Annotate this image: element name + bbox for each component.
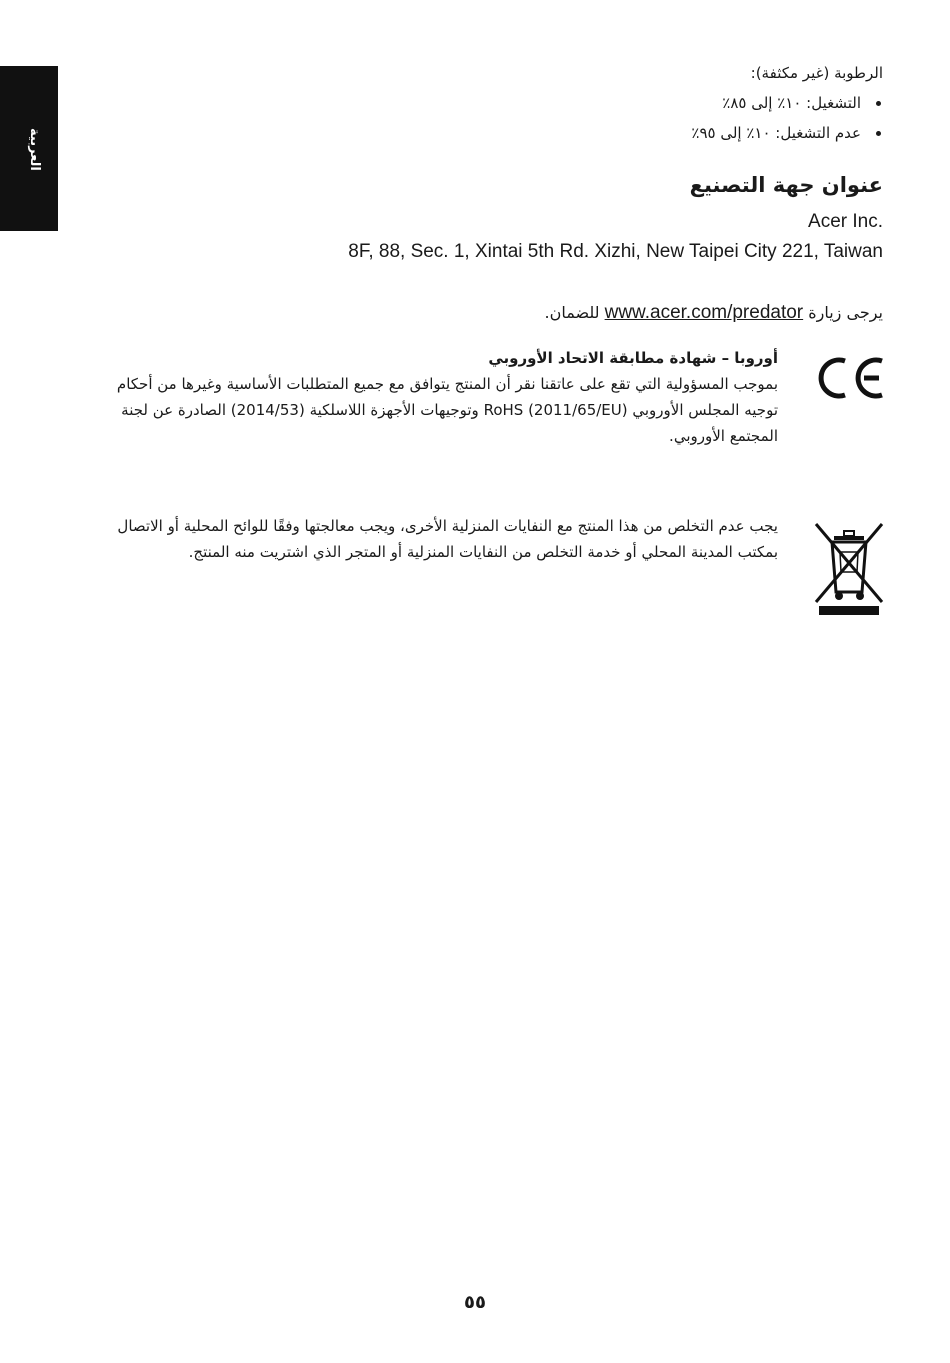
humidity-title: الرطوبة (غير مكثفة): xyxy=(750,64,883,82)
warranty-line xyxy=(545,299,884,327)
list-item: عدم التشغيل: ١٠٪ إلى ٩٥٪ xyxy=(691,118,861,148)
warranty-link[interactable]: www.acer.com/predator xyxy=(604,302,804,323)
ce-declaration xyxy=(100,345,778,449)
ce-body: بموجب المسؤولية التي تقع على عاتقنا نقر أن المنتج يتوافق مع جميع المتطلبات الأساسية وغيرها من أحكام توجيه المجلس الأوروبي RoHS (2011/65/EU) وتوجيهات الأجهزة اللاسلكية (2014/53) الصادرة عن لجنة المجتمع الأوروبي. xyxy=(116,375,778,445)
ce-mark-icon xyxy=(818,355,886,401)
crossed-out-wheelie-bin-icon xyxy=(814,522,884,616)
company-name: Acer Inc. xyxy=(808,211,883,232)
manufacturer-heading: عنوان جهة التصنيع xyxy=(689,173,883,197)
warranty-prefix: يرجى زيارة xyxy=(808,303,883,322)
page-number: ٥٥ xyxy=(464,1292,486,1313)
weee-disposal-text: يجب عدم التخلص من هذا المنتج مع النفايات المنزلية الأخرى، ويجب معالجتها وفقًا للوائح المحلية أو الاتصال بمكتب المدينة المحلي أو خدمة التخلص من النفايات المنزلية أو المتجر الذي اشتريت منه المنتج. xyxy=(117,517,778,561)
language-tab-label: العربية xyxy=(27,128,42,171)
ce-title: أوروبا – شهادة مطابقة الاتحاد الأوروبي xyxy=(488,349,778,367)
list-item: التشغيل: ١٠٪ إلى ٨٥٪ xyxy=(691,88,861,118)
company-address: 8F, 88, Sec. 1, Xintai 5th Rd. Xizhi, New Taipei City 221, Taiwan xyxy=(348,241,883,262)
warranty-suffix: للضمان. xyxy=(544,303,600,322)
humidity-list xyxy=(691,88,883,148)
